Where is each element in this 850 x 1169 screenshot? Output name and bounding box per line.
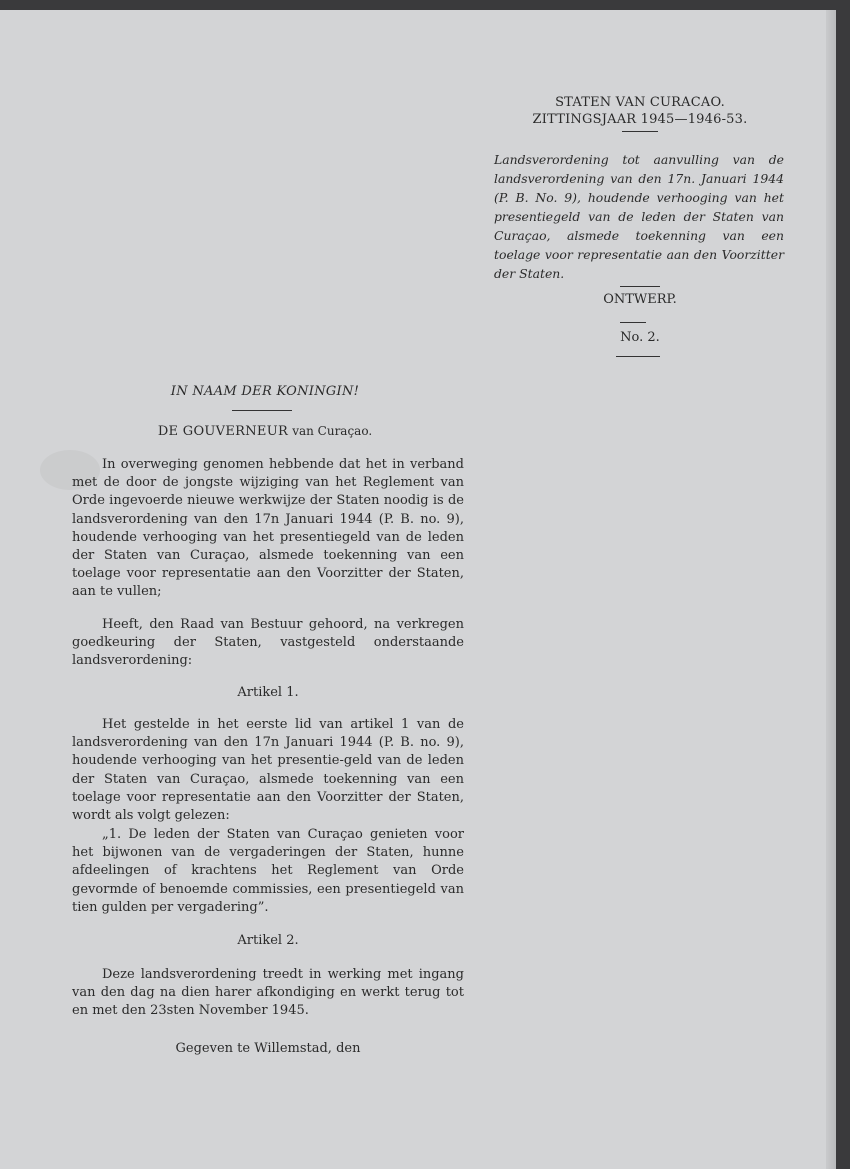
enactment-paragraph xyxy=(72,616,464,671)
scan-top-border xyxy=(0,0,850,10)
governor-place: van Curaçao. xyxy=(292,424,373,438)
article-1-paragraph xyxy=(72,716,464,825)
article-1-quote xyxy=(72,826,464,917)
preamble-text: In overweging genomen hebbende dat het in verband met de door de jongste wijziging van het Reglement van Orde ingevoerde nieuwe werkwijze der Staten noodig is de landsverordening van den 17n Januari 1944 (P. B. no. 9), houdende verhooging van het presentiegeld van de leden der Staten van Curaçao, alsmede toekenning van een toelage voor representatie aan den Voorzitter der Staten, aan te vullen; xyxy=(72,457,464,600)
article-1-heading: Artikel 1. xyxy=(237,685,299,700)
ordinance-subject xyxy=(494,150,784,283)
header-institution: STATEN VAN CURACAO. xyxy=(555,95,725,110)
subject-rule xyxy=(620,286,660,287)
scan-right-border xyxy=(836,0,850,1169)
closing-line: Gegeven te Willemstad, den xyxy=(175,1041,361,1056)
article-2-heading: Artikel 2. xyxy=(237,933,299,948)
article-1-quote-text: „1. De leden der Staten van Curaçao genieten voor het bijwonen van de vergaderingen der Staten, hunne afdeelingen of krachtens het Reglement van Orde gevormde of benoemde commissies, een presentiegeld van tien gulden per vergadering”. xyxy=(72,827,464,915)
article-2-text: Deze landsverordening treedt in werking met ingang van den dag na dien harer afkondiging en werkt terug tot en met den 23sten November 1945. xyxy=(72,967,464,1019)
draft-number: No. 2. xyxy=(620,330,660,345)
article-2-paragraph xyxy=(72,966,464,1021)
subject-text: Landsverordening tot aanvulling van de landsverordening van den 17n. Januari 1944 (P. B. No. 9), houdende verhooging van het presentiegeld van de leden der Staten van Curaçao, alsmede toekenning van een toelage voor representatie aan den Voorzitter der Staten. xyxy=(494,152,784,281)
preamble-paragraph xyxy=(72,456,464,602)
header-session: ZITTINGSJAAR 1945—1946-53. xyxy=(532,112,748,127)
article-1-text: Het gestelde in het eerste lid van artikel 1 van de landsverordening van den 17n Januari 1944 (P. B. no. 9), houdende verhooging van het presentie-geld van de leden der Staten van Curaçao, alsmede toekenning van een toelage voor representatie aan den Voorzitter der Staten, wordt als volgt gelezen: xyxy=(72,717,464,824)
enactment-text: Heeft, den Raad van Bestuur gehoord, na verkregen goedkeuring der Staten, vastgesteld onderstaande landsverordening: xyxy=(72,617,464,669)
header-rule xyxy=(622,131,658,132)
draft-rule xyxy=(620,322,646,323)
page-edge-shadow xyxy=(826,10,836,1169)
governor-line xyxy=(120,424,410,439)
number-rule xyxy=(616,356,660,357)
governor-title: DE GOUVERNEUR xyxy=(157,424,289,439)
intro-title: IN NAAM DER KONINGIN! xyxy=(170,384,360,399)
intro-rule xyxy=(232,410,292,411)
draft-label: ONTWERP. xyxy=(603,292,677,307)
document-header xyxy=(520,94,760,128)
